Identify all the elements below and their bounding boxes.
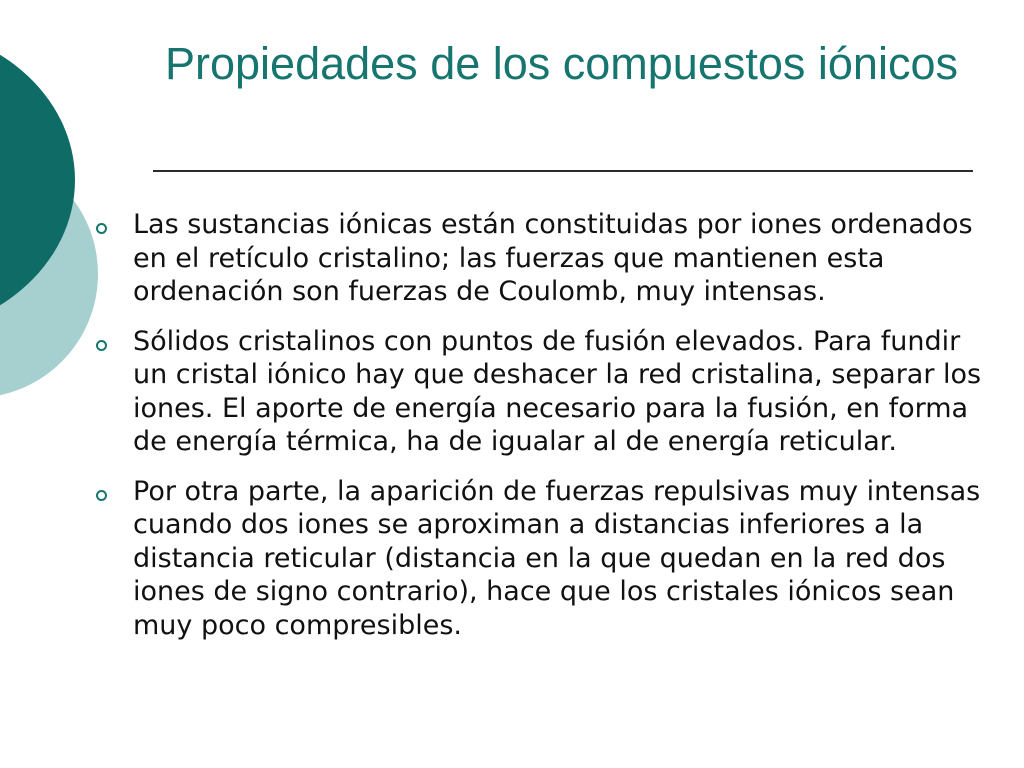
bullet-item [92,208,992,309]
bullet-list [92,208,992,658]
bullet-item [92,475,992,643]
hollow-circle-bullet-icon [96,490,107,501]
hollow-circle-bullet-icon [96,340,107,351]
bullet-text: Las sustancias iónicas están constituidas por iones ordenados en el retículo cristalino; las fuerzas que mantienen esta ordenación son fuerzas de Coulomb, muy intensas. [133,209,973,307]
slide-title: Propiedades de los compuestos iónicos [165,38,958,89]
title-divider [153,170,973,172]
bullet-text: Por otra parte, la aparición de fuerzas repulsivas muy intensas cuando dos iones se aproximan a distancias inferiores a la distancia reticular (distancia en la que quedan en la red dos iones de signo contrario), hace que los cristales iónicos sean muy poco compresibles. [133,475,981,641]
bullet-text: Sólidos cristalinos con puntos de fusión elevados. Para fundir un cristal iónico hay que deshacer la red cristalina, separar los iones. El aporte de energía necesario para la fusión, en forma de energía térmica, ha de igualar al de energía reticular. [133,325,982,457]
hollow-circle-bullet-icon [96,223,107,234]
bullet-item [92,325,992,459]
